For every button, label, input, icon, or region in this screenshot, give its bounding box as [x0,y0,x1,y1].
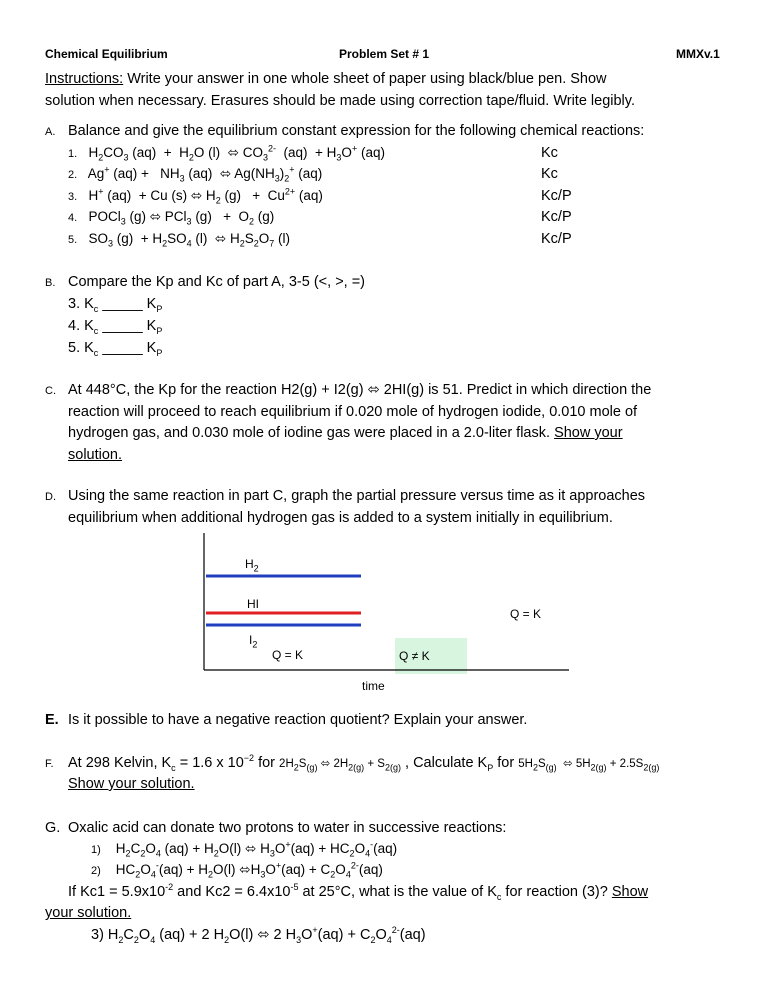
section-b-letter: B. [45,277,56,289]
oxalic-reaction-2: 2) $HC_2O_4^-(aq) + H_2O(l)$ $⬄H_3O^+(aq) + C_2O_4^{2-}(aq)$ [91,860,383,880]
oxalic-reaction-1: 1) $H_2C_2O_4$ $(aq) + H_2O(l)$ ⬄ $H_3O^+(aq) + HC_2O_4^-(aq)$ [91,839,398,859]
reaction-3: 3. H+ (aq) + Cu (s) ⬄ $H_2$ $(g) + Cu^{2+}$ (aq) [68,186,323,206]
time-axis-label: time [362,679,385,693]
section-c-line1: At 448°C, the Kp for the reaction H2(g) + I2(g) ⬄ 2HI(g) is 51. Predict in which direction the [68,382,652,398]
reaction-1: 1. $H_2CO_3$ $(aq) + H_2O$ (l) ⬄ $CO_3^{2-}$ $(aq) + H_3O^+$ (aq) [68,143,385,163]
k-label-3: Kc/P [541,188,572,204]
oxalic-reaction-3: 3) $H_2C_2O_4$ (aq) + 2 $H_2O(l)$ ⬄ 2 $H_3O^+(aq) + C_2O_4^{2-}(aq)$ [91,925,426,945]
section-e-letter: E. [45,712,59,728]
instructions-label: Instructions: [45,71,124,87]
q-neq-label: Q ≠ K [399,649,430,663]
section-g-prompt: Oxalic acid can donate two protons to water in successive reactions: [68,820,507,836]
compare-4: 4. $K_c$ _____ $K_P$ [68,318,163,336]
i2-label: $I_2$ [249,633,258,650]
reaction-4: 4. POCl$_3$ (g) ⬄ PCl$_3$ $(g) + O_2$ (g) [68,209,275,227]
header-center: Problem Set # 1 [339,47,430,61]
reaction-5: 5. $SO_3$ $(g) + H_2SO_4$ (l) ⬄ $H_2S_2O_7$ (l) [68,231,291,249]
instructions-line1: Instructions: Write your answer in one whole sheet of paper using black/blue pen. Show [45,71,607,87]
section-c-line3: hydrogen gas, and 0.030 mole of iodine gas were placed in a 2.0-liter flask. Show your [68,425,623,441]
section-c-solution: solution. [68,447,123,463]
k-label-1: Kc [541,145,558,161]
section-a-letter: A. [45,126,56,138]
q-eq-left-label: Q = K [272,648,304,662]
section-d-line2: equilibrium when additional hydrogen gas is added to a system initially in equilibrium. [68,510,613,526]
compare-3: 3. $K_c$ _____ $K_P$ [68,296,163,314]
section-g-solution: your solution. [45,905,132,921]
section-e-text: Is it possible to have a negative reaction quotient? Explain your answer. [68,712,528,728]
k-label-2: Kc [541,166,558,182]
section-g-letter: G. [45,820,61,836]
section-f-letter: F. [45,758,54,770]
section-d-line1: Using the same reaction in part C, graph the partial pressure versus time as it approaches [68,488,646,504]
compare-5: 5. $K_c$ _____ $K_P$ [68,340,163,358]
section-c-letter: C. [45,385,56,397]
q-eq-right-label: Q = K [510,607,542,621]
section-d-letter: D. [45,491,56,503]
section-f-line1: At 298 Kelvin, $K_c = 1.6$ x $10^{-2}$ for $2H_2S_{(g)}$ ⬄ $2H_{2(g)} + S_{2(g)}$ , Calculate $K_P$ for $5H_2S_{(g)}$ ⬄ $5H_{2(g)} + 2.5S_{2(g)}$ [68,753,660,773]
k-label-4: Kc/P [541,209,572,225]
instructions-line2: solution when necessary. Erasures should be made using correction tape/fluid. Write legibly. [45,93,635,109]
section-a-prompt: Balance and give the equilibrium constant expression for the following chemical reactions: [68,123,645,139]
header-right: MMXv.1 [676,47,720,61]
section-b-prompt: Compare the Kp and Kc of part A, 3-5 (<, >, =) [68,274,366,290]
header-left: Chemical Equilibrium [45,47,168,61]
section-c-line2: reaction will proceed to reach equilibrium if 0.020 mole of hydrogen iodide, 0.010 mole of [68,404,638,420]
section-f-show-solution: Show your solution. [68,776,195,792]
section-g-question: If $Kc1 = 5.9x10^{-2}$ and $Kc2 = 6.4x10^{-5}$ at 25°C, what is the value of $K_c$ for reaction (3)? Show [68,882,649,902]
reaction-2: 2. Ag+ $(aq) + NH_3$ (aq) ⬄ $Ag(NH_3)_2^+$ (aq) [68,164,323,184]
k-label-5: Kc/P [541,231,572,247]
hi-label: HI [247,597,259,611]
h2-label: $H_2$ [245,557,259,574]
